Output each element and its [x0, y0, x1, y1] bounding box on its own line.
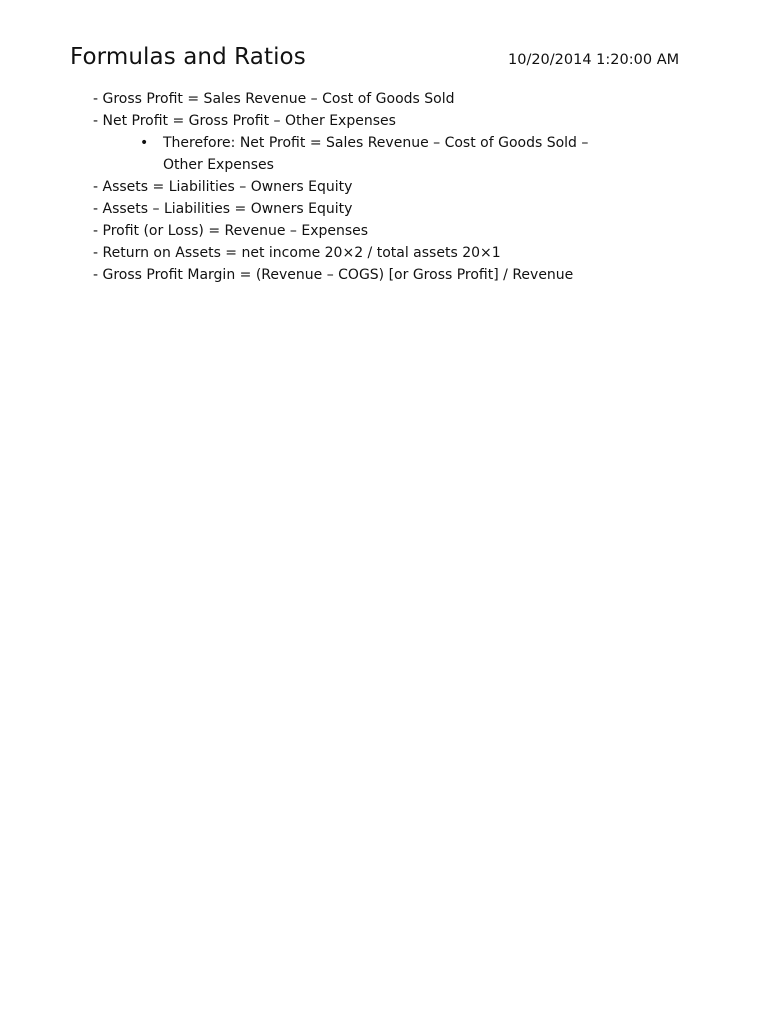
- sub-list-item: [93, 132, 663, 176]
- sub-list: [93, 132, 713, 176]
- notes-body: [93, 88, 713, 286]
- note-line: - Return on Assets = net income 20×2 / total assets 20×1: [93, 245, 501, 261]
- sub-item-line-2: Other Expenses: [163, 157, 274, 173]
- page-timestamp: 10/20/2014 1:20:00 AM: [508, 52, 680, 68]
- sub-item-line-1: Therefore: Net Profit = Sales Revenue – Cost of Goods Sold –: [163, 135, 589, 151]
- note-line: - Assets = Liabilities – Owners Equity: [93, 179, 353, 195]
- note-line: - Profit (or Loss) = Revenue – Expenses: [93, 223, 369, 239]
- bullet-icon: •: [140, 135, 149, 151]
- note-line: - Gross Profit Margin = (Revenue – COGS) [or Gross Profit] / Revenue: [93, 267, 574, 283]
- note-line: - Gross Profit = Sales Revenue – Cost of Goods Sold: [93, 91, 455, 107]
- note-line: - Net Profit = Gross Profit – Other Expenses: [93, 113, 396, 129]
- note-line: - Assets – Liabilities = Owners Equity: [93, 201, 353, 217]
- page-title: Formulas and Ratios: [70, 44, 306, 70]
